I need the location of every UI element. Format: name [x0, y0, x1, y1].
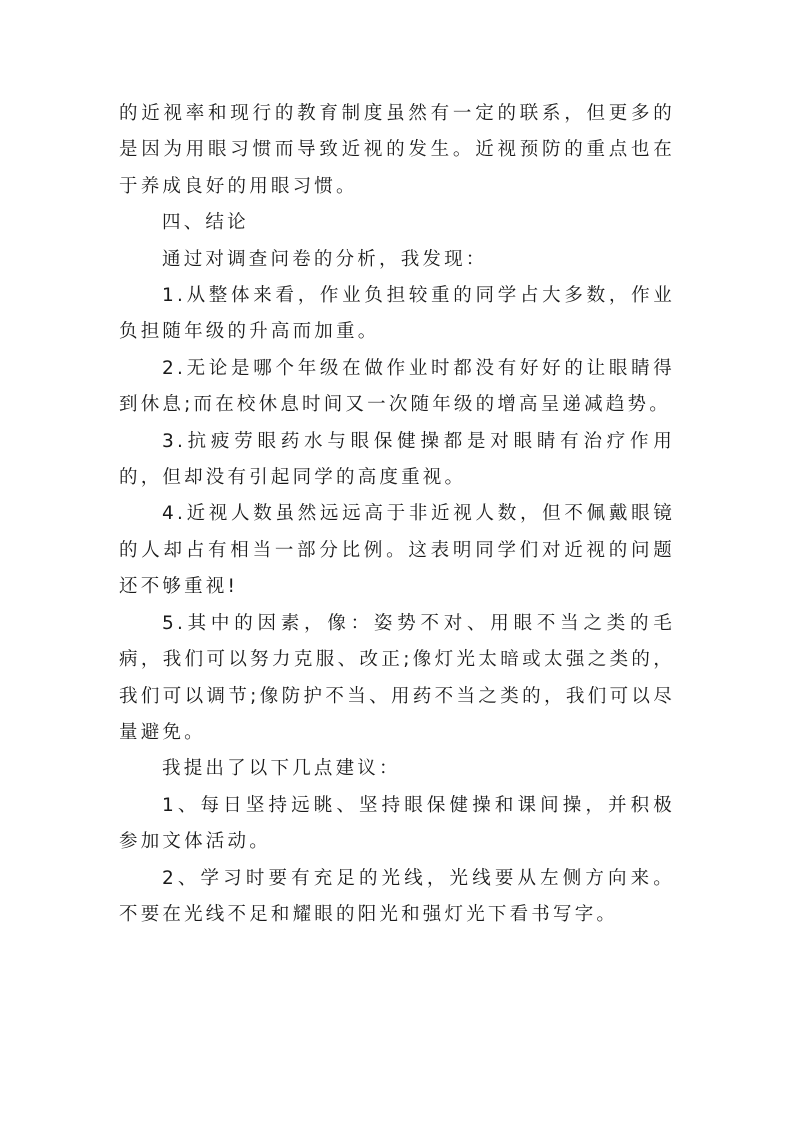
- finding-item-5: 5.其中的因素，像：姿势不对、用眼不当之类的毛病，我们可以努力克服、改正;像灯光太暗或太强之类的，我们可以调节;像防护不当、用药不当之类的，我们可以尽量避免。: [119, 612, 675, 743]
- document-body: [119, 96, 675, 933]
- suggestion-item-2: 2、学习时要有充足的光线，光线要从左侧方向来。不要在光线不足和耀眼的阳光和强灯光下看书写字。: [119, 867, 675, 925]
- finding-item-2: 2.无论是哪个年级在做作业时都没有好好的让眼睛得到休息;而在校休息时间又一次随年级的增高呈递减趋势。: [119, 357, 675, 416]
- suggestion-item-1: 1、每日坚持远眺、坚持眼保健操和课间操，并积极参加文体活动。: [119, 794, 675, 853]
- paragraph-intro: 通过对调查问卷的分析，我发现：: [162, 248, 488, 270]
- section-heading-conclusion: 四、结论: [162, 212, 249, 234]
- paragraph-continuation: 的近视率和现行的教育制度虽然有一定的联系，但更多的是因为用眼习惯而导致近视的发生。近视预防的重点也在于养成良好的用眼习惯。: [119, 103, 675, 197]
- finding-item-1: 1.从整体来看，作业负担较重的同学占大多数，作业负担随年级的升高而加重。: [119, 285, 675, 343]
- finding-item-3: 3.抗疲劳眼药水与眼保健操都是对眼睛有治疗作用的，但却没有引起同学的高度重视。: [119, 430, 675, 489]
- finding-item-4: 4.近视人数虽然远远高于非近视人数，但不佩戴眼镜的人却占有相当一部分比例。这表明同学们对近视的问题还不够重视!: [119, 503, 675, 598]
- suggestions-intro: 我提出了以下几点建议：: [162, 758, 401, 780]
